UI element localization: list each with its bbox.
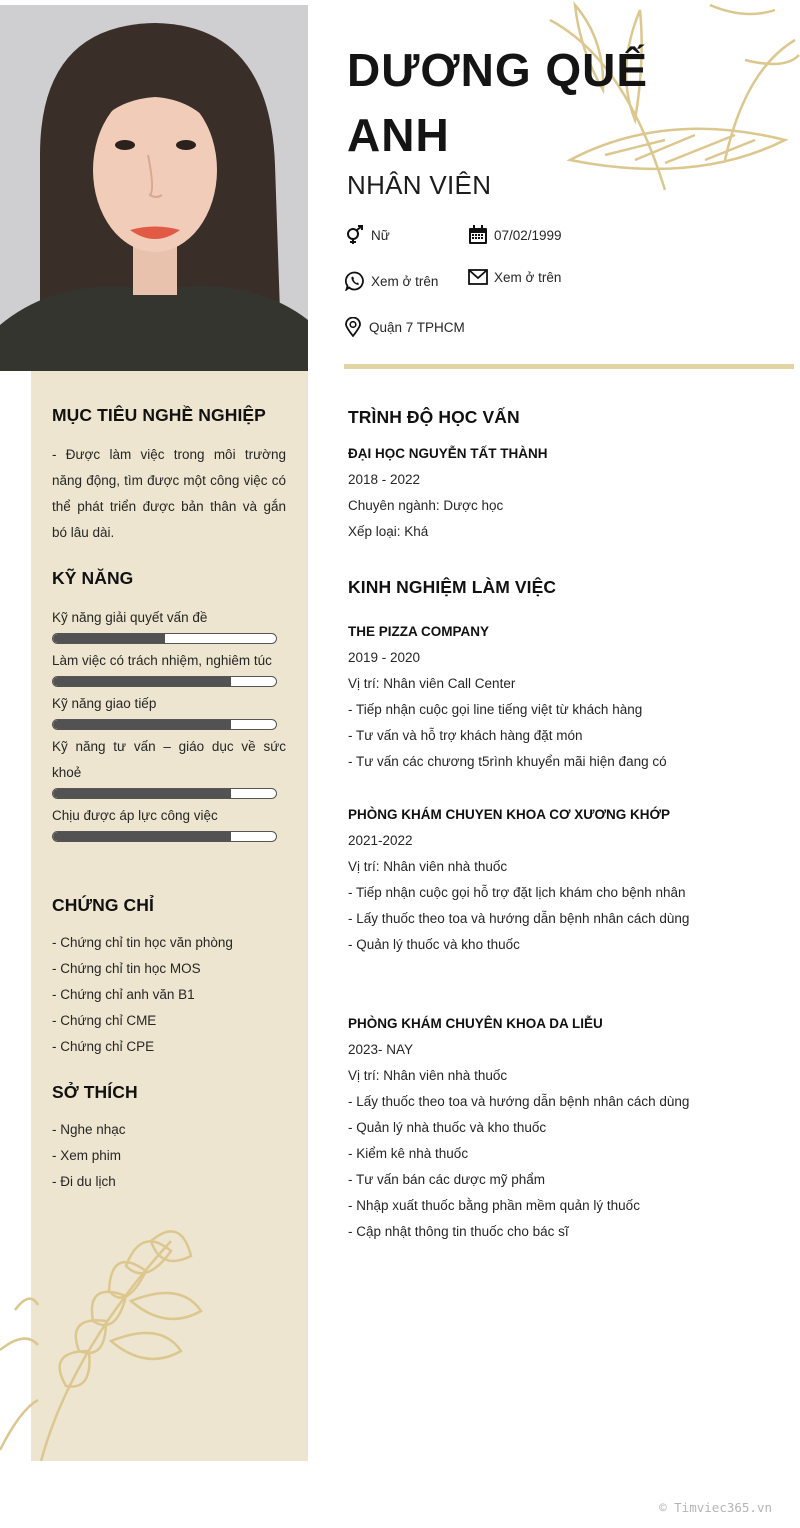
job-period: 2021-2022: [348, 833, 413, 848]
skill-name: Kỹ năng giao tiếp: [52, 696, 157, 711]
job-task: - Lấy thuốc theo toa và hướng dẫn bệnh nhân cách dùng: [348, 911, 690, 926]
job-task: - Lấy thuốc theo toa và hướng dẫn bệnh nhân cách dùng: [348, 1094, 690, 1109]
job-period: 2023- NAY: [348, 1042, 414, 1057]
job-position: Vị trí: Nhân viên nhà thuốc: [348, 1068, 508, 1083]
job-position: Vị trí: Nhân viên nhà thuốc: [348, 859, 508, 874]
skill-level-bar: [52, 788, 277, 799]
job-company: THE PIZZA COMPANY: [348, 624, 489, 639]
job-task: - Tư vấn và hỗ trợ khách hàng đặt món: [348, 728, 583, 743]
job-company: PHÒNG KHÁM CHUYÊN KHOA DA LIỄU: [348, 1016, 603, 1031]
skill-item: [52, 734, 286, 799]
gender-icon: [344, 224, 366, 246]
skill-item: [52, 691, 286, 730]
whatsapp-icon: [344, 270, 366, 292]
mail-icon: [467, 266, 489, 288]
location-pin-icon: [342, 316, 364, 338]
education-title: TRÌNH ĐỘ HỌC VẤN: [348, 407, 520, 427]
portrait-illustration: [0, 5, 308, 371]
skill-level-fill: [53, 720, 231, 729]
certificates-list: [52, 930, 286, 1060]
skill-item: [52, 605, 286, 644]
skill-item: [52, 803, 286, 842]
experience-section: [348, 577, 788, 598]
skill-level-fill: [53, 789, 231, 798]
skill-name: Chịu được áp lực công việc: [52, 808, 218, 823]
skills-title: KỸ NĂNG: [52, 568, 134, 588]
job-task: - Tiếp nhận cuộc gọi hỗ trợ đặt lịch khám cho bệnh nhân: [348, 885, 686, 900]
candidate-name: DƯƠNG QUẾ ANH: [347, 44, 649, 161]
skill-level-bar: [52, 676, 277, 687]
certificate-item: - Chứng chỉ tin học văn phòng: [52, 935, 233, 950]
job-entry: [348, 619, 788, 775]
leaf-decoration-bottom: [31, 1221, 211, 1461]
job-title: NHÂN VIÊN: [347, 170, 492, 200]
certificate-item: - Chứng chỉ CME: [52, 1013, 157, 1028]
header-divider: [344, 364, 794, 369]
experience-title: KINH NGHIỆM LÀM VIỆC: [348, 577, 557, 597]
certificate-item: - Chứng chỉ anh văn B1: [52, 987, 195, 1002]
skill-item: [52, 648, 286, 687]
hobby-item: - Đi du lịch: [52, 1174, 116, 1189]
certificate-item: - Chứng chỉ CPE: [52, 1039, 155, 1054]
skill-name: Làm việc có trách nhiệm, nghiêm túc: [52, 653, 272, 668]
education-section: [348, 407, 788, 545]
skill-level-fill: [53, 634, 165, 643]
skill-level-fill: [53, 677, 231, 686]
email-value: Xem ở trên: [494, 269, 562, 285]
address-value: Quận 7 TPHCM: [369, 319, 465, 335]
gender-value: Nữ: [371, 227, 390, 243]
sidebar: [31, 371, 308, 1461]
education-school: ĐẠI HỌC NGUYỄN TẤT THÀNH: [348, 446, 548, 461]
job-task: - Tiếp nhận cuộc gọi line tiếng việt từ khách hàng: [348, 702, 643, 717]
job-task: - Quản lý nhà thuốc và kho thuốc: [348, 1120, 547, 1135]
certificate-item: - Chứng chỉ tin học MOS: [52, 961, 201, 976]
calendar-icon: [467, 224, 489, 246]
skill-level-fill: [53, 832, 231, 841]
skill-name: Kỹ năng tư vấn – giáo dục về sức khoẻ: [52, 739, 286, 780]
leaf-decoration-left: [0, 1250, 40, 1465]
hobby-item: - Xem phim: [52, 1148, 122, 1163]
info-address: [342, 316, 465, 338]
skill-level-bar: [52, 719, 277, 730]
job-period: 2019 - 2020: [348, 650, 421, 665]
objective-text: - Được làm việc trong môi trường năng động, tìm được một công việc có thể phát triển được bản thân và gắn bó lâu dài.: [52, 447, 286, 540]
skill-level-bar: [52, 831, 277, 842]
job-company: PHÒNG KHÁM CHUYEN KHOA CƠ XƯƠNG KHỚP: [348, 807, 671, 822]
hobbies-title: SỞ THÍCH: [52, 1082, 138, 1102]
job-position: Vị trí: Nhân viên Call Center: [348, 676, 516, 691]
birthday-value: 07/02/1999: [494, 227, 562, 243]
job-task: - Nhập xuất thuốc bằng phần mềm quản lý thuốc: [348, 1198, 640, 1213]
education-rank: Xếp loại: Khá: [348, 524, 429, 539]
certificates-title: CHỨNG CHỈ: [52, 895, 154, 915]
job-entry: [348, 1011, 788, 1245]
profile-photo: [0, 5, 308, 371]
education-major: Chuyên ngành: Dược học: [348, 498, 504, 513]
hobbies-list: [52, 1117, 286, 1195]
job-task: - Cập nhật thông tin thuốc cho bác sĩ: [348, 1224, 569, 1239]
phone-value: Xem ở trên: [371, 273, 439, 289]
job-task: - Kiểm kê nhà thuốc: [348, 1146, 469, 1161]
job-entry: [348, 802, 788, 958]
info-birthday: [467, 224, 562, 246]
watermark: © Timviec365.vn: [659, 1500, 772, 1515]
objective-title: MỤC TIÊU NGHỀ NGHIỆP: [52, 405, 266, 425]
hobby-item: - Nghe nhạc: [52, 1122, 126, 1137]
info-email: [467, 266, 561, 288]
info-gender: [344, 224, 390, 246]
education-years: 2018 - 2022: [348, 472, 421, 487]
job-task: - Quản lý thuốc và kho thuốc: [348, 937, 520, 952]
job-task: - Tư vấn bán các dược mỹ phẩm: [348, 1172, 546, 1187]
job-task: - Tư vấn các chương t5rình khuyển mãi hiện đang có: [348, 754, 667, 769]
skill-name: Kỹ năng giải quyết vấn đề: [52, 610, 208, 625]
skills-list: [52, 605, 286, 846]
skill-level-bar: [52, 633, 277, 644]
info-phone: [344, 270, 438, 292]
